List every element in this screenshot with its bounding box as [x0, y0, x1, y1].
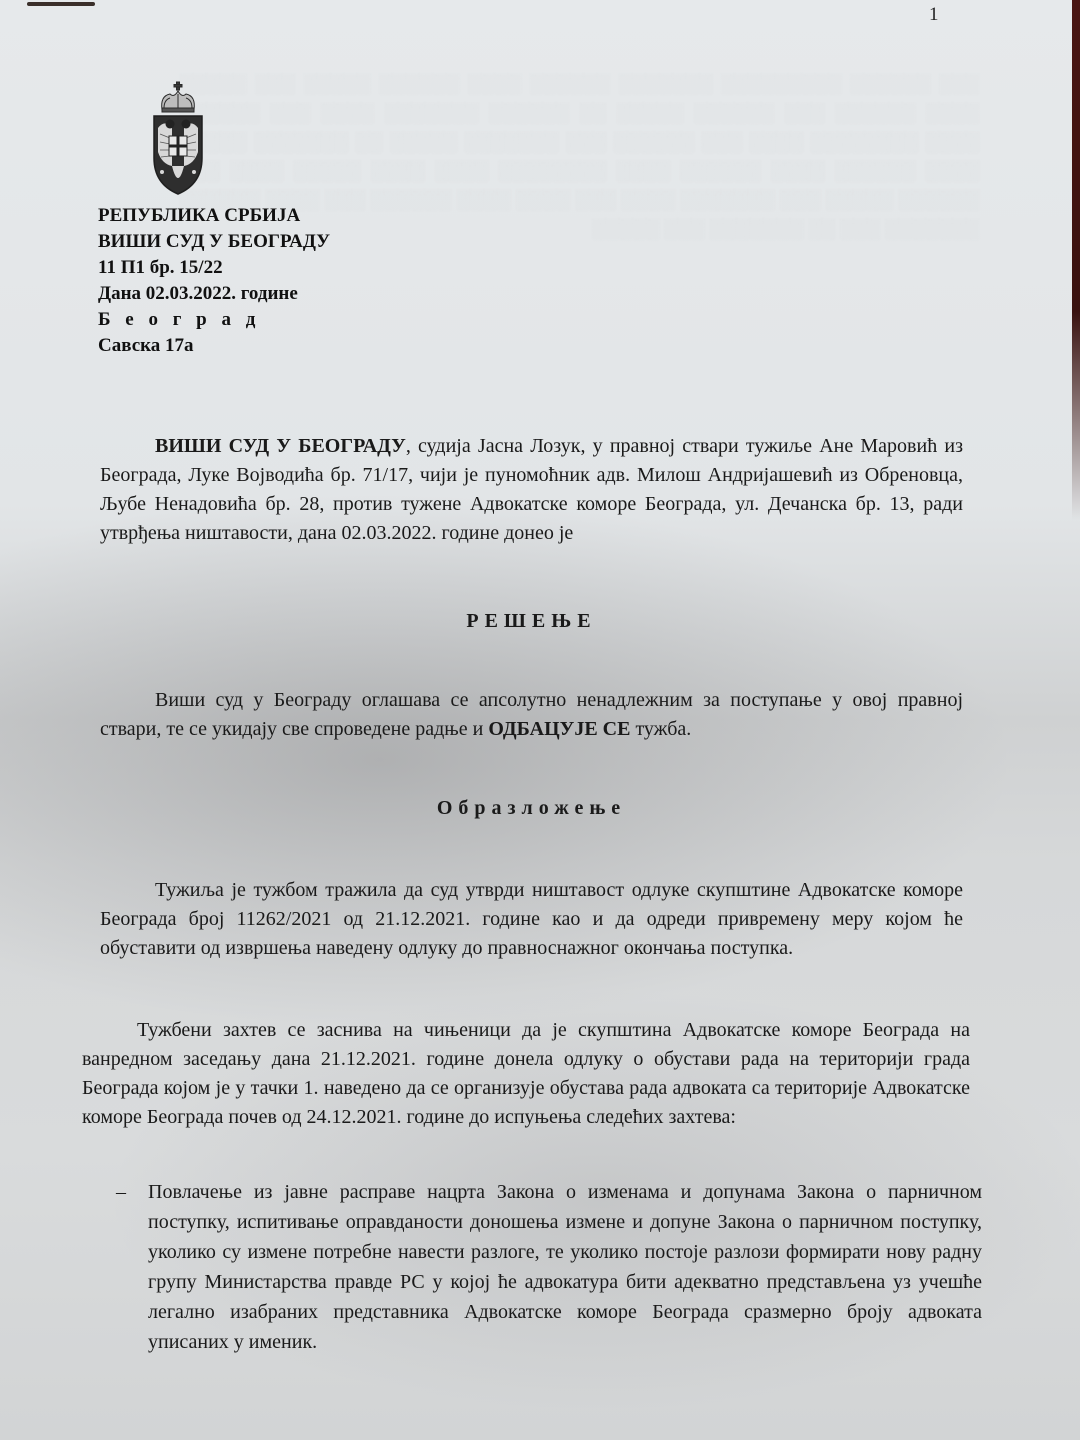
- decision-text-bold: ОДБАЦУЈЕ СЕ: [488, 718, 631, 740]
- reasoning-paragraph-1: Тужиља је тужбом тражила да суд утврди ништавост одлуке скупштине Адвокатске коморе Београда број 11262/2021 од 21.12.2021. године као и да одреди привремену меру којом ће обуставити од извршења наведену одлуку до правноснажног окончања поступка.: [100, 879, 963, 959]
- decision-text-after: тужба.: [630, 718, 692, 740]
- header-republic: РЕПУБЛИКА СРБИЈА: [98, 205, 301, 226]
- serbian-coat-of-arms-icon: [150, 80, 206, 200]
- demand-list-item: [116, 1177, 982, 1357]
- intro-text: , судија Јасна Лозук, у правној ствари тужиље Ане Маровић из Београда, Луке Војводића бр. 71/17, чији је пуномоћник адв. Милош Андријашевић из Обреновца, Љубе Ненадовића бр. 28, против тужене Адвокатске коморе Београда, ул. Дечанска бр. 13, ради утврђења ништавости, дана 02.03.2022. године донео је: [100, 435, 963, 544]
- staple-mark: [27, 2, 95, 6]
- header-date: Дана 02.03.2022. године: [98, 283, 298, 304]
- bleed-through-text: ░░░ ░░░░░░ ░░░░░░░░░ ░░░░░░░ ░░░░░░ ░░░░ ░░░░░░ ░░░░░ ░░░ ░░░░░ ░░░░ ░░░░░░ ░░░ ░░░░░░ ░░░░░ ░░ ░░░░░░ ░░░░░░░ ░░░░ ░░░ ░░░░░░ ░░░░ ░░░░░░░░ ░░░░ ░░░ ░░░░░░ ░░░ ░░░░░░░ ░░░░░ ░░ ░░░░░░░ ░░░░░ ░░░░ ░░░░░░ ░░░░ ░░░░░░ ░░░░ ░░░░░░░░ ░░░░ ░░░░ ░░░░░ ░░░░ ░░░ ░░░░░░ ░░░░░ ░░░ ░░░░░░░ ░░░░ ░░░ ░░░░ ░░░░ ░░░░░░ ░░░ ░░░░ ░░░░░░ ░░░░░░░ ░░░ ░░ ░░░░░░░ ░░░ ░░░░░: [180, 74, 980, 240]
- header-case-number: 11 П1 бр. 15/22: [98, 257, 223, 278]
- header-court-name: ВИШИ СУД У БЕОГРАДУ: [98, 231, 331, 252]
- dash-marker: –: [116, 1181, 126, 1203]
- header-address: Савска 17а: [98, 335, 194, 356]
- decision-heading: РЕШЕЊЕ: [466, 610, 597, 632]
- reasoning-paragraph-2: Тужбени захтев се заснива на чињеници да је скупштина Адвокатске коморе Београда на ванредном заседању дана 21.12.2021. године донела одлуку о обустави рада на територији града Београда којом је у тачки 1. наведено да се организује обустава рада адвоката са територије Адвокатске коморе Београда почев од 24.12.2021. године до испуњења следећих захтева:: [82, 1019, 970, 1128]
- decision-paragraph: [100, 686, 963, 744]
- court-header: [98, 203, 330, 359]
- intro-court-name: ВИШИ СУД У БЕОГРАДУ: [155, 435, 406, 457]
- demand-text: Повлачење из јавне расправе нацрта Закона о изменама и допунама Закона о парничном поступку, испитивање оправданости доношења измене и допуне Закона о парничном поступку, уколико су измене потребне навести разлоге, те уколико постоје разлози формирати нову радну групу Министарства правде РС у којој ће адвокатура бити адекватно представљена уз учешће легално изабраних представника Адвокатске коморе Београда сразмерно броју адвоката уписаних у именик.: [148, 1181, 982, 1353]
- desk-edge: [1072, 0, 1080, 520]
- page-number: 1: [929, 4, 939, 25]
- reasoning-heading: Образложење: [436, 797, 627, 819]
- intro-paragraph: [100, 432, 963, 548]
- decision-text-before: Виши суд у Београду оглашава се апсолутно ненадлежним за поступање у овој правној ствари, те се укидају све спроведене радње и: [100, 689, 963, 740]
- header-city: Б е о г р а д: [98, 309, 261, 330]
